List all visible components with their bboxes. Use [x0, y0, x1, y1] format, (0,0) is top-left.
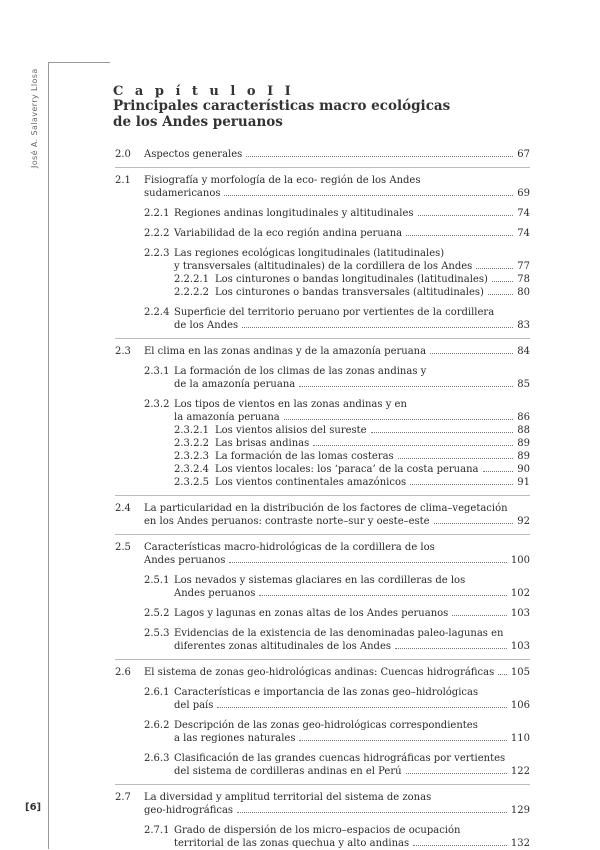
toc-subsection-number: 2.3.1: [144, 366, 170, 377]
running-author: José A. Salaverry Llosa: [30, 68, 39, 168]
toc-subsection-number: 2.5.2: [144, 608, 170, 619]
toc-section-text: geo-hidrográficas: [144, 805, 234, 816]
section-divider: [115, 167, 530, 168]
toc-subsection-page: 103: [510, 641, 530, 652]
toc-subsection-number: 2.2.3: [144, 248, 170, 259]
toc-subsection: [115, 207, 530, 220]
section-divider: [115, 338, 530, 339]
toc-section-body: [144, 541, 530, 567]
toc-subsection: [115, 306, 530, 332]
dot-leader: [406, 773, 507, 774]
dot-leader: [498, 674, 507, 675]
dot-leader: [413, 845, 507, 846]
toc-subsection-line: [174, 319, 530, 332]
toc-subsection-text: La formación de los climas de las zonas andinas y: [174, 366, 427, 377]
toc-subsection-line: [174, 607, 530, 620]
toc-subsubsection-number: 2.3.2.3: [174, 451, 209, 462]
toc-subsubsection-text: Los cinturones o bandas transversales (altitudinales): [215, 287, 484, 298]
toc-subsection-line: [174, 247, 530, 260]
toc-subsection-text: del sistema de cordilleras andinas en el Perú: [174, 766, 402, 777]
toc-section-line: [144, 345, 530, 358]
toc-section-text: en los Andes peruanos: contraste norte–sur y oeste–este: [144, 516, 430, 527]
toc-section-text: Andes peruanos: [144, 555, 226, 566]
toc-subsection-text: territorial de las zonas quechua y alto andinas: [174, 838, 410, 849]
toc-subsection-number: 2.5.3: [144, 628, 170, 639]
toc-subsection: [115, 627, 530, 653]
toc-subsection-text: Características e importancia de las zonas geo–hidrológicas: [174, 687, 479, 698]
toc-subsection-text: Variabilidad de la eco región andina peruana: [174, 228, 403, 239]
dot-leader: [452, 615, 507, 616]
toc-subsection-body: [174, 227, 530, 240]
toc-subsection-page: 122: [510, 766, 530, 777]
dot-leader: [430, 353, 513, 354]
toc-subsection-line: [174, 398, 530, 411]
toc-section-page: 105: [510, 667, 530, 678]
toc-subsection-page: 102: [510, 588, 530, 599]
toc-section: [115, 541, 530, 567]
toc-section-text: El clima en las zonas andinas y de la amazonía peruana: [144, 346, 427, 357]
toc-subsection: [115, 574, 530, 600]
toc-subsection-body: [174, 365, 530, 391]
toc-subsection-line: [174, 378, 530, 391]
toc-section-number: 2.4: [115, 503, 131, 514]
toc-subsection-text: Los tipos de vientos en las zonas andinas y en: [174, 399, 407, 410]
toc-subsubsection: [174, 476, 530, 489]
toc-section-line: [144, 804, 530, 817]
toc-subsection-page: 74: [517, 208, 530, 219]
toc-subsection-text: Evidencias de la existencia de las denominadas paleo-lagunas en: [174, 628, 504, 639]
toc-section-number: 2.1: [115, 175, 131, 186]
toc-section-body: [144, 148, 530, 161]
toc-subsubsection-page: 78: [517, 274, 530, 285]
dot-leader: [224, 195, 513, 196]
toc-subsection: [115, 227, 530, 240]
toc-section-number: 2.3: [115, 346, 131, 357]
dot-leader: [483, 471, 514, 472]
toc-subsection-text: Descripción de las zonas geo-hidrológicas correspondientes: [174, 720, 478, 731]
toc-section-text: Fisiografía y morfología de la eco- región de los Andes: [144, 175, 421, 186]
toc-section-line: [144, 554, 530, 567]
toc-subsubsection-number: 2.3.2.1: [174, 425, 209, 436]
table-of-contents: [115, 148, 530, 850]
chapter-label: C a p í t u l o I I: [113, 84, 295, 99]
toc-subsection: [115, 365, 530, 391]
toc-section: [115, 791, 530, 817]
toc-section-body: [144, 174, 530, 200]
toc-subsubsection-page: 90: [517, 464, 530, 475]
toc-subsection-page: 85: [517, 379, 530, 390]
toc-section-text: sudamericanos: [144, 188, 221, 199]
toc-subsection: [115, 247, 530, 299]
toc-section-line: [144, 666, 530, 679]
toc-subsection-text: Superficie del territorio peruano por vertientes de la cordillera: [174, 307, 495, 318]
toc-subsection-line: [174, 699, 530, 712]
toc-subsection-line: [174, 824, 530, 837]
toc-subsection-text: Las regiones ecológicas longitudinales (latitudinales): [174, 248, 445, 259]
toc-subsection-line: [174, 411, 530, 424]
dot-leader: [434, 523, 514, 524]
toc-section-body: [144, 791, 530, 817]
section-divider: [115, 784, 530, 785]
toc-section-text: La particularidad en la distribución de los factores de clima–vegetación: [144, 503, 508, 514]
toc-subsubsection-text: Los vientos continentales amazónicos: [215, 477, 407, 488]
dot-leader: [406, 235, 513, 236]
toc-subsubsection-page: 89: [517, 438, 530, 449]
section-divider: [115, 659, 530, 660]
toc-subsection-text: Clasificación de las grandes cuencas hidrográficas por vertientes: [174, 753, 506, 764]
toc-subsubsection-number: 2.3.2.4: [174, 464, 209, 475]
toc-section-page: 69: [517, 188, 530, 199]
toc-section-page: 129: [510, 805, 530, 816]
toc-subsubsection: [174, 450, 530, 463]
toc-subsubsection-text: Los cinturones o bandas longitudinales (latitudinales): [215, 274, 488, 285]
toc-subsection-number: 2.5.1: [144, 575, 170, 586]
toc-subsection-line: [174, 640, 530, 653]
toc-subsection-line: [174, 686, 530, 699]
page-number: [6]: [25, 802, 42, 813]
chapter-title-line: de los Andes peruanos: [113, 114, 283, 130]
toc-section-body: [144, 666, 530, 679]
toc-section-line: [144, 515, 530, 528]
dot-leader: [229, 562, 507, 563]
toc-subsection-line: [174, 627, 530, 640]
dot-leader: [246, 156, 513, 157]
toc-section-text: La diversidad y amplitud territorial del sistema de zonas: [144, 792, 432, 803]
toc-section-line: [144, 174, 530, 187]
dot-leader: [398, 458, 514, 459]
dot-leader: [488, 294, 513, 295]
toc-subsection-text: de la amazonía peruana: [174, 379, 296, 390]
toc-section-line: [144, 148, 530, 161]
toc-subsection-line: [174, 207, 530, 220]
toc-subsection: [115, 824, 530, 850]
dot-leader: [410, 484, 513, 485]
toc-subsection-line: [174, 365, 530, 378]
dot-leader: [259, 595, 507, 596]
toc-subsubsection: [174, 437, 530, 450]
toc-subsubsection-text: Los vientos alisios del sureste: [215, 425, 367, 436]
toc-subsection-number: 2.3.2: [144, 399, 170, 410]
toc-subsection-line: [174, 765, 530, 778]
toc-subsection-body: [174, 574, 530, 600]
toc-section-line: [144, 187, 530, 200]
toc-subsection-body: [174, 607, 530, 620]
toc-section: [115, 502, 530, 528]
toc-subsection-number: 2.6.1: [144, 687, 170, 698]
toc-subsection-page: 74: [517, 228, 530, 239]
toc-subsection-text: Lagos y lagunas en zonas altas de los Andes peruanos: [174, 608, 449, 619]
toc-section-text: Características macro-hidrológicas de la cordillera de los: [144, 542, 435, 553]
toc-subsubsection: [174, 273, 530, 286]
toc-subsection-line: [174, 587, 530, 600]
toc-section-line: [144, 791, 530, 804]
dot-leader: [284, 419, 514, 420]
toc-subsection-text: diferentes zonas altitudinales de los Andes: [174, 641, 392, 652]
toc-section: [115, 174, 530, 200]
toc-subsection-line: [174, 719, 530, 732]
toc-subsection-line: [174, 732, 530, 745]
toc-section-page: 84: [517, 346, 530, 357]
toc-subsubsection-text: Las brisas andinas: [215, 438, 310, 449]
toc-subsection-text: Andes peruanos: [174, 588, 256, 599]
toc-subsection-line: [174, 306, 530, 319]
frame-top-rule: [48, 62, 110, 63]
toc-subsection-text: del país: [174, 700, 214, 711]
toc-subsection-text: y transversales (altitudinales) de la cordillera de los Andes: [174, 261, 473, 272]
toc-subsubsection-page: 80: [517, 287, 530, 298]
toc-subsection: [115, 686, 530, 712]
toc-subsubsection-page: 88: [517, 425, 530, 436]
toc-subsection-body: [174, 627, 530, 653]
dot-leader: [299, 386, 513, 387]
toc-section: [115, 148, 530, 161]
dot-leader: [418, 215, 514, 216]
toc-subsection-number: 2.6.2: [144, 720, 170, 731]
toc-section-page: 92: [517, 516, 530, 527]
toc-subsection-text: de los Andes: [174, 320, 239, 331]
toc-subsubsection-text: La formación de las lomas costeras: [215, 451, 394, 462]
toc-subsubsection-number: 2.2.2.2: [174, 287, 209, 298]
toc-section: [115, 345, 530, 358]
toc-subsection-body: [174, 306, 530, 332]
toc-subsection-page: 86: [517, 412, 530, 423]
toc-subsection-body: [174, 824, 530, 850]
toc-subsection-body: [174, 398, 530, 489]
toc-subsection-body: [174, 247, 530, 299]
toc-subsubsection-number: 2.3.2.5: [174, 477, 209, 488]
toc-section-number: 2.6: [115, 667, 131, 678]
toc-subsection-text: la amazonía peruana: [174, 412, 280, 423]
toc-subsection-page: 77: [517, 261, 530, 272]
dot-leader: [476, 268, 513, 269]
toc-subsection: [115, 752, 530, 778]
toc-subsubsection-page: 91: [517, 477, 530, 488]
toc-subsection: [115, 398, 530, 489]
toc-subsection-page: 83: [517, 320, 530, 331]
toc-subsubsection: [174, 286, 530, 299]
toc-subsection-body: [174, 719, 530, 745]
toc-section-number: 2.5: [115, 542, 131, 553]
toc-section-text: El sistema de zonas geo-hidrológicas andinas: Cuencas hidrográficas: [144, 667, 495, 678]
dot-leader: [217, 707, 507, 708]
toc-subsection-body: [174, 207, 530, 220]
toc-subsection-body: [174, 752, 530, 778]
toc-subsection-line: [174, 227, 530, 240]
toc-subsection-line: [174, 260, 530, 273]
dot-leader: [313, 445, 513, 446]
section-divider: [115, 495, 530, 496]
toc-subsection-page: 132: [510, 838, 530, 849]
toc-subsection-number: 2.7.1: [144, 825, 170, 836]
toc-subsubsection-number: 2.3.2.2: [174, 438, 209, 449]
chapter-title: [113, 98, 450, 130]
toc-section-page: 67: [517, 149, 530, 160]
toc-subsection-number: 2.2.4: [144, 307, 170, 318]
toc-section-number: 2.7: [115, 792, 131, 803]
toc-subsection-body: [174, 686, 530, 712]
dot-leader: [299, 740, 506, 741]
toc-subsection-number: 2.2.2: [144, 228, 170, 239]
frame-left-rule: [48, 62, 49, 849]
toc-subsection-line: [174, 837, 530, 850]
toc-section-body: [144, 502, 530, 528]
dot-leader: [395, 648, 507, 649]
toc-section-number: 2.0: [115, 149, 131, 160]
chapter-title-line: Principales características macro ecológicas: [113, 98, 451, 114]
toc-section-body: [144, 345, 530, 358]
toc-subsection-number: 2.6.3: [144, 753, 170, 764]
toc-subsection-text: a las regiones naturales: [174, 733, 296, 744]
toc-subsection-page: 103: [510, 608, 530, 619]
toc-subsubsection-text: Los vientos locales: los ‘paraca’ de la costa peruana: [215, 464, 479, 475]
toc-subsubsection-number: 2.2.2.1: [174, 274, 209, 285]
toc-section: [115, 666, 530, 679]
dot-leader: [237, 812, 507, 813]
dot-leader: [242, 327, 513, 328]
toc-subsection-text: Regiones andinas longitudinales y altitudinales: [174, 208, 414, 219]
toc-section-line: [144, 502, 530, 515]
toc-subsubsection-page: 89: [517, 451, 530, 462]
toc-subsection-number: 2.2.1: [144, 208, 170, 219]
toc-subsection-text: Los nevados y sistemas glaciares en las cordilleras de los: [174, 575, 466, 586]
toc-subsection-line: [174, 752, 530, 765]
toc-subsubsection: [174, 463, 530, 476]
toc-subsection-text: Grado de dispersión de los micro–espacios de ocupación: [174, 825, 461, 836]
section-divider: [115, 534, 530, 535]
toc-section-text: Aspectos generales: [144, 149, 243, 160]
toc-section-page: 100: [510, 555, 530, 566]
toc-subsection-page: 110: [510, 733, 530, 744]
dot-leader: [492, 281, 513, 282]
toc-section-line: [144, 541, 530, 554]
toc-subsection-page: 106: [510, 700, 530, 711]
toc-subsection: [115, 607, 530, 620]
dot-leader: [371, 432, 514, 433]
toc-subsubsection: [174, 424, 530, 437]
toc-subsection-line: [174, 574, 530, 587]
toc-subsection: [115, 719, 530, 745]
